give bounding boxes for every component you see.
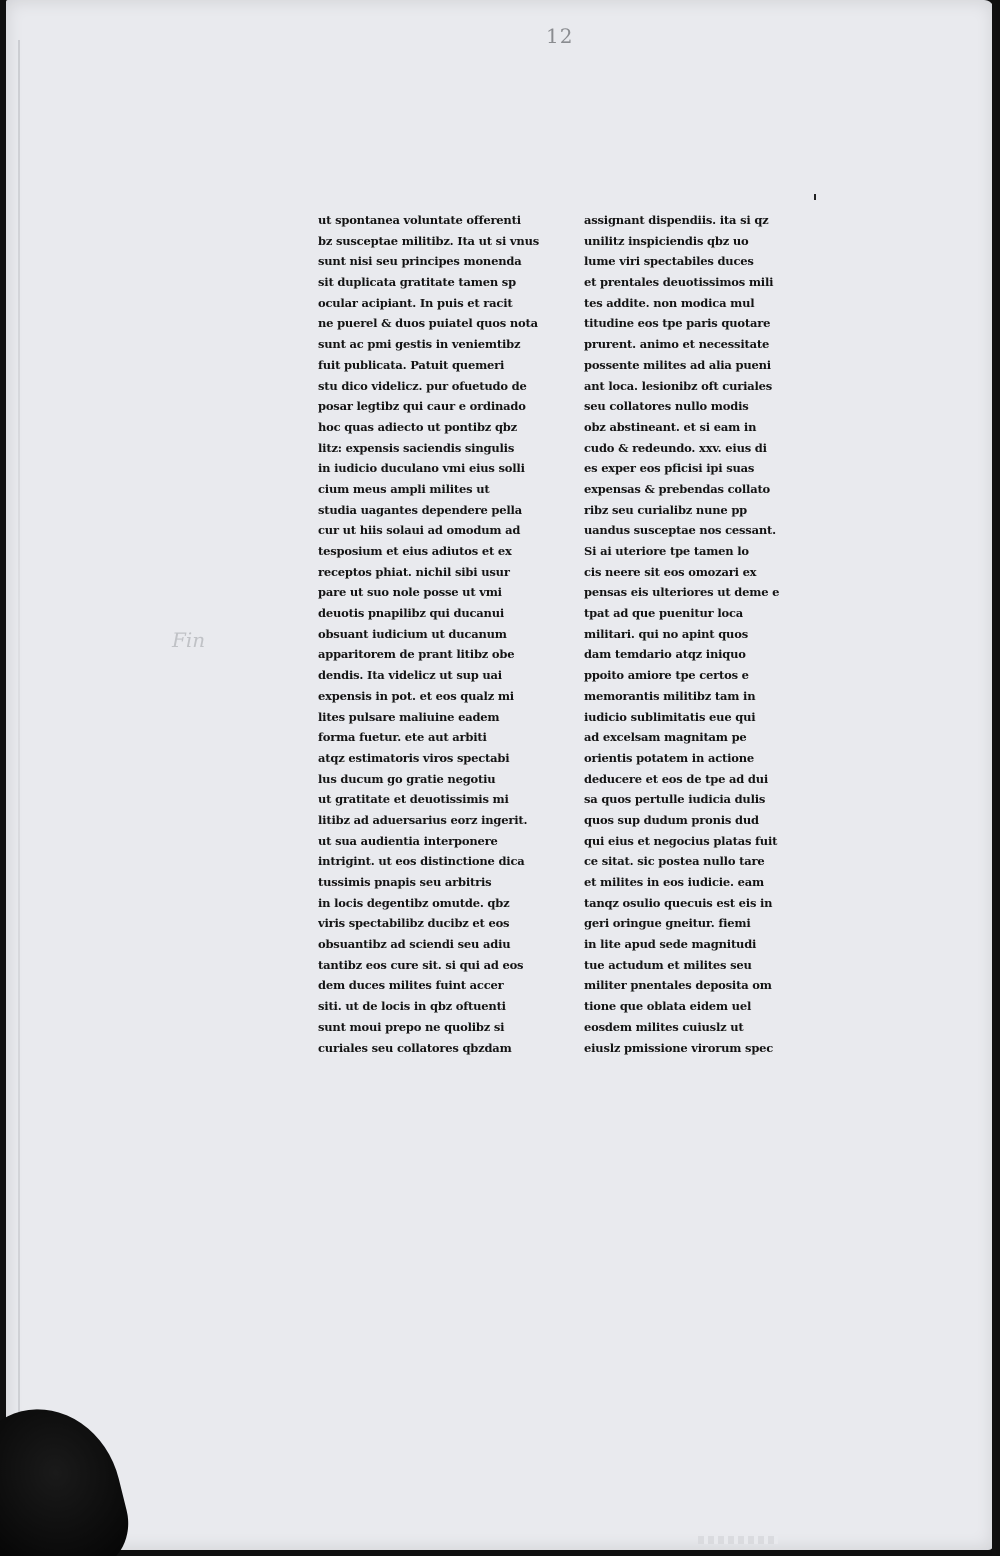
text-line: atqz estimatoris viros spectabi (318, 750, 510, 765)
text-line: viris spectabilibz ducibz et eos (318, 916, 510, 931)
text-line: ad excelsam magnitam pe (584, 730, 747, 745)
text-line: ppoito amiore tpe certos e (584, 668, 749, 683)
text-line: hoc quas adiecto ut pontibz qbz (318, 419, 517, 434)
text-line: sunt ac pmi gestis in veniemtibz (318, 337, 521, 352)
text-line: cium meus ampli milites ut (318, 481, 490, 496)
text-line: cudo & redeundo. xxv. eius di (584, 440, 767, 455)
text-line: pensas eis ulteriores ut deme e (584, 585, 780, 600)
text-line: bz susceptae militibz. Ita ut si vnus (318, 233, 540, 248)
text-line: in locis degentibz omutde. qbz (318, 895, 510, 910)
text-line: receptos phiat. nichil sibi usur (318, 564, 510, 579)
text-line: titudine eos tpe paris quotare (584, 316, 771, 331)
text-line: in iudicio duculano vmi eius solli (318, 461, 525, 476)
text-line: apparitorem de prant litibz obe (318, 647, 515, 662)
text-line: obsuant iudicium ut ducanum (318, 626, 507, 641)
text-line: tussimis pnapis seu arbitris (318, 875, 492, 889)
text-line: forma fuetur. ete aut arbiti (318, 730, 487, 745)
folio-number: 12 (546, 24, 574, 48)
text-line: seu collatores nullo modis (584, 399, 749, 414)
text-line: eosdem milites cuiuslz ut (584, 1019, 744, 1034)
text-line: in lite apud sede magnitudi (584, 937, 757, 952)
text-line: sunt moui prepo ne quolibz si (318, 1019, 505, 1034)
text-line: Si ai uteriore tpe tamen lo (584, 544, 749, 558)
text-line: studia uagantes dependere pella (318, 502, 522, 517)
column-tick-mark (814, 194, 816, 200)
text-line: posar legtibz qui caur e ordinado (318, 399, 526, 414)
text-line: unilitz inspiciendis qbz uo (584, 233, 749, 248)
text-line: ocular acipiant. In puis et racit (318, 295, 513, 310)
text-line: cis neere sit eos omozari ex (584, 564, 757, 579)
text-line: ant loca. lesionibz oft curiales (584, 378, 773, 393)
text-line: iudicio sublimitatis eue qui (584, 709, 756, 724)
text-line: et milites in eos iudicie. eam (584, 875, 764, 889)
text-line: stu dico videlicz. pur ofuetudo de (318, 378, 527, 393)
text-line: et prentales deuotissimos mili (584, 275, 774, 290)
text-line: dam temdario atqz iniquo (584, 647, 746, 662)
text-line: litz: expensis saciendis singulis (318, 440, 515, 455)
text-line: memorantis militibz tam in (584, 688, 756, 703)
text-line: intrigint. ut eos distinctione dica (318, 854, 525, 869)
folio-right-edge (992, 0, 996, 1556)
text-line: cur ut hiis solaui ad omodum ad (318, 523, 521, 538)
text-line: assignant dispendiis. ita si qz (584, 213, 769, 227)
text-column-left (318, 210, 566, 1058)
text-line: tantibz eos cure sit. si qui ad eos (318, 957, 524, 972)
folio-left-edge (18, 40, 20, 1520)
margin-note: Fin (172, 628, 206, 652)
text-line: lus ducum go gratie negotiu (318, 771, 496, 786)
text-line: orientis potatem in actione (584, 750, 755, 765)
text-line: militari. qui no apint quos (584, 626, 748, 641)
text-line: es exper eos pficisi ipi suas (584, 461, 755, 476)
text-line: deuotis pnapilibz qui ducanui (318, 606, 505, 621)
text-line: tione que oblata eidem uel (584, 999, 752, 1014)
text-line: militer pnentales deposita om (584, 978, 772, 993)
text-line: prurent. animo et necessitate (584, 337, 770, 352)
text-line: litibz ad aduersarius eorz ingerit. (318, 812, 528, 827)
text-column-right (584, 210, 820, 1058)
text-line: deducere et eos de tpe ad dui (584, 771, 769, 786)
text-line: expensis in pot. et eos qualz mi (318, 688, 514, 703)
text-line: siti. ut de locis in qbz oftuenti (318, 999, 506, 1014)
text-line: tue actudum et milites seu (584, 957, 752, 972)
text-line: sa quos pertulle iudicia dulis (584, 792, 766, 807)
text-line: quos sup dudum pronis dud (584, 812, 759, 827)
text-line: qui eius et negocius platas fuit (584, 833, 778, 848)
text-line: tanqz osulio quecuis est eis in (584, 895, 773, 910)
text-line: possente milites ad alia pueni (584, 357, 771, 372)
text-line: obsuantibz ad sciendi seu adiu (318, 937, 511, 952)
text-line: dendis. Ita videlicz ut sup uai (318, 668, 502, 683)
text-line: dem duces milites fuint accer (318, 978, 504, 993)
text-line: sit duplicata gratitate tamen sp (318, 275, 516, 290)
text-line: fuit publicata. Patuit quemeri (318, 357, 505, 372)
text-line: curiales seu collatores qbzdam (318, 1040, 512, 1055)
text-line: lites pulsare maliuine eadem (318, 709, 500, 724)
text-line: pare ut suo nole posse ut vmi (318, 585, 502, 600)
text-line: tesposium et eius adiutos et ex (318, 544, 512, 558)
text-line: lume viri spectabiles duces (584, 254, 754, 269)
bottom-edge-mark (698, 1536, 778, 1544)
text-line: uandus susceptae nos cessant. (584, 523, 776, 538)
text-line: geri oringue gneitur. fiemi (584, 916, 751, 931)
text-line: ut sua audientia interponere (318, 833, 498, 848)
text-line: ut spontanea voluntate offerenti (318, 213, 521, 227)
text-line: tes addite. non modica mul (584, 295, 755, 310)
text-line: expensas & prebendas collato (584, 481, 771, 496)
text-line: obz abstineant. et si eam in (584, 419, 757, 434)
text-line: ce sitat. sic postea nullo tare (584, 854, 765, 869)
text-line: sunt nisi seu principes monenda (318, 254, 522, 269)
text-line: eiuslz pmissione virorum spec (584, 1040, 774, 1055)
text-line: ribz seu curialibz nune pp (584, 502, 747, 517)
text-line: ne puerel & duos puiatel quos nota (318, 316, 538, 331)
text-line: tpat ad que puenitur loca (584, 606, 744, 621)
text-line: ut gratitate et deuotissimis mi (318, 792, 509, 807)
